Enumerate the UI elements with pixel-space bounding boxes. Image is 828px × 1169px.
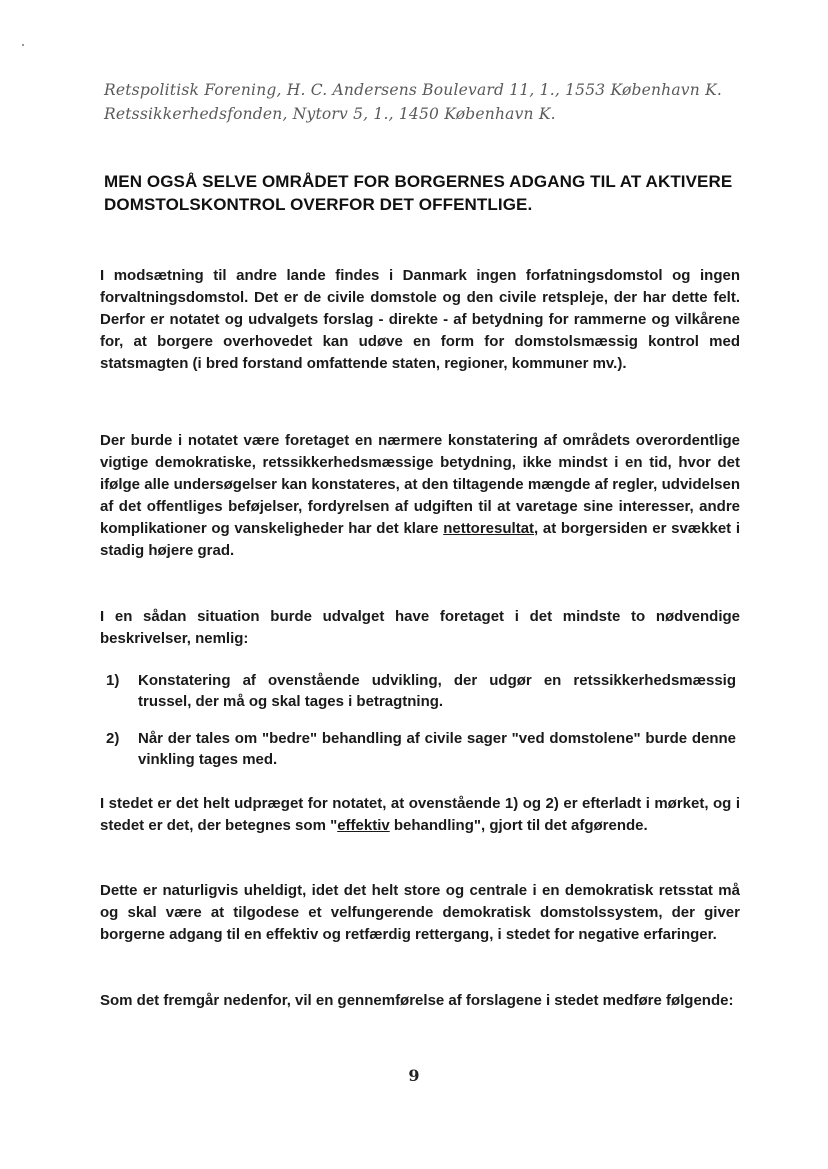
paragraph-5: Dette er naturligvis uheldigt, idet det helt store og centrale i en demokratisk retsstat må og skal være at tilgodese et velfungerende demokratisk domstolssystem, der giver borgerne adgang til en effektiv og retfærdig rettergang, i stedet for negative erfaringer.: [100, 882, 740, 943]
letterhead-line-2: Retssikkerhedsfonden, Nytorv 5, 1., 1450 København K.: [104, 105, 556, 123]
list-item: [106, 728, 736, 770]
list-item-text: Konstatering af ovenstående udvikling, der udgør en retssikkerhedsmæssig trussel, der må og skal tages i betragtning.: [138, 672, 736, 710]
paragraph-2-text-b: , at borgersiden er svækket i stadig højere grad.: [100, 520, 740, 559]
paragraph-3: I en sådan situation burde udvalget have foretaget i det mindste to nødvendige beskrivelser, nemlig:: [100, 608, 740, 647]
paragraph-4-text-a: I stedet er det helt udpræget for notatet, at ovenstående 1) og 2) er efterladt i mørket, og i stedet er det, der betegnes som ": [100, 795, 740, 834]
list-item-text: Når der tales om "bedre" behandling af civile sager "ved domstolene" burde denne vinkling tages med.: [138, 730, 736, 768]
numbered-list: [106, 670, 736, 786]
paragraph-4-underlined: effektiv: [337, 817, 390, 834]
list-item-number: 1): [106, 672, 120, 689]
list-item: [106, 670, 736, 712]
paragraph-4-text-b: behandling", gjort til det afgørende.: [389, 817, 648, 834]
letterhead-line-1: Retspolitisk Forening, H. C. Andersens Boulevard 11, 1., 1553 København K.: [104, 81, 722, 99]
paragraph-2-underlined: nettoresultat: [443, 520, 535, 537]
list-item-number: 2): [106, 730, 120, 747]
paragraph-2: [100, 430, 740, 562]
paragraph-1: I modsætning til andre lande findes i Danmark ingen forfatningsdomstol og ingen forvaltningsdomstol. Det er de civile domstole og den civile retspleje, der har dette felt. Derfor er notatet og udvalgets forslag - direkte - af betydning for rammerne og vilkårene for, at borgere overhovedet kan udøve en form for domstolsmæssig kontrol med statsmagten (i bred forstand omfattende staten, regioner, kommuner mv.).: [100, 267, 740, 372]
paragraph-6: Som det fremgår nedenfor, vil en gennemførelse af forslagene i stedet medføre følgende:: [100, 992, 734, 1009]
paragraph-4: [100, 793, 740, 837]
paragraph-2-text-a: Der burde i notatet være foretaget en nærmere konstatering af områdets overordentlige vigtige demokratiske, retssikkerhedsmæssige betydning, ikke mindst i en tid, hvor det ifølge alle undersøgelser kan konstateres, at den tiltagende mængde af regler, udvidelsen af det offentliges beføjelser, fordyrelsen af udgiften til at varetage sine interesser, andre komplikationer og vanskeligheder har det klare: [100, 432, 740, 537]
page-number: 9: [408, 1066, 420, 1085]
letterhead: [104, 78, 764, 126]
scan-speck: [22, 44, 24, 46]
section-heading: MEN OGSÅ SELVE OMRÅDET FOR BORGERNES ADGANG TIL AT AKTIVERE DOMSTOLSKONTROL OVERFOR DET OFFENTLIGE.: [104, 172, 733, 214]
